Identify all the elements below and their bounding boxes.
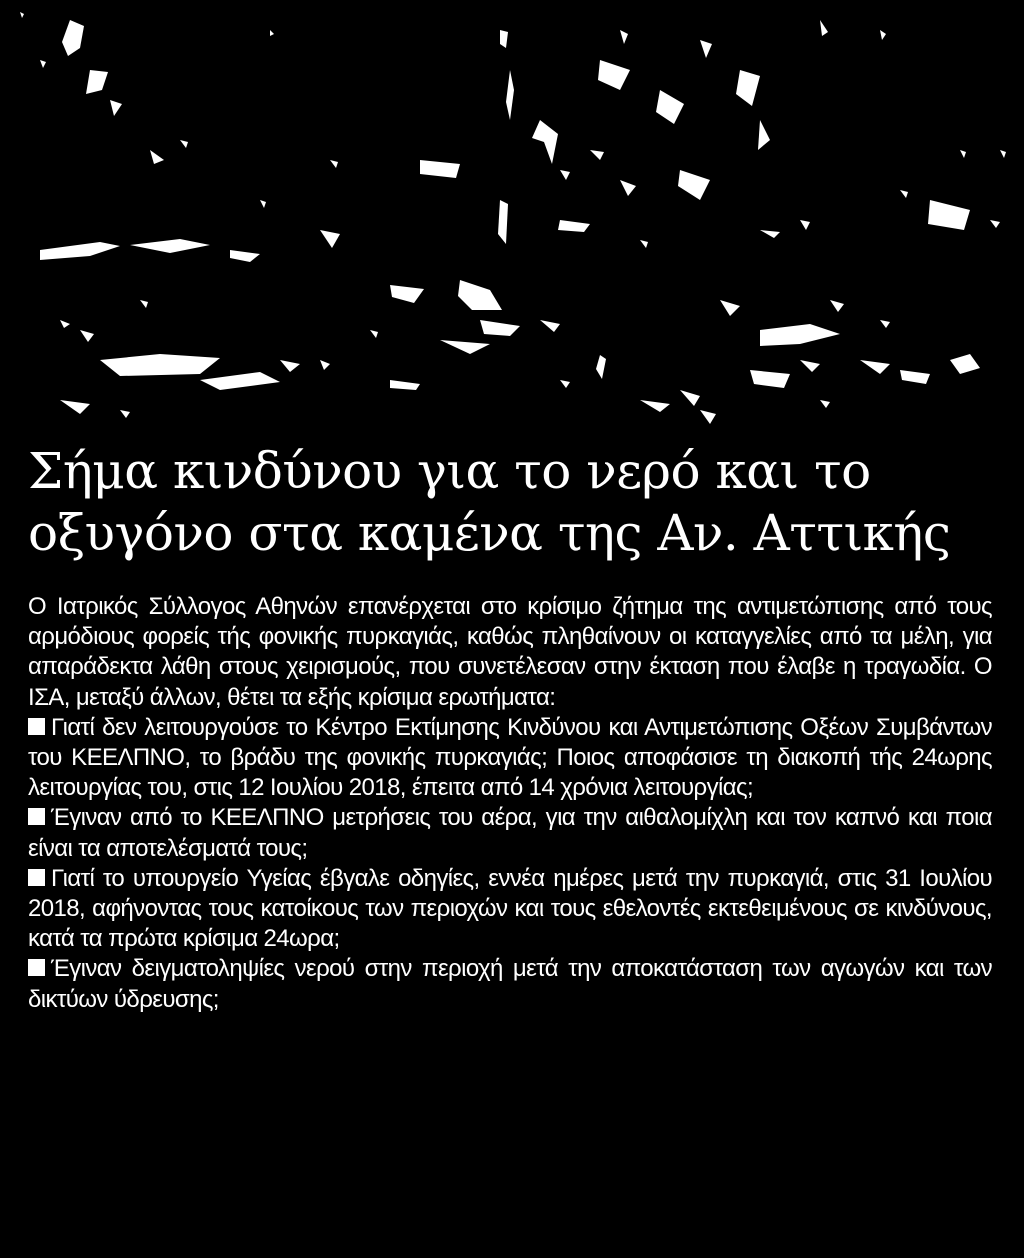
burned-area-photo-image: [0, 0, 1024, 430]
question-text: Έγιναν από το ΚΕΕΛΠΝΟ μετρήσεις του αέρα, για την αιθαλομίχλη και τον καπνό και ποια είναι τα αποτελέσματά τους;: [28, 804, 992, 862]
headline-line-1: Σήμα κινδύνου για το νερό και το: [28, 442, 871, 500]
question-text: Έγιναν δειγματοληψίες νερού στην περιοχή μετά την αποκατάσταση των αγωγών και των δικτύων ύδρευσης;: [28, 955, 992, 1013]
question-text: Γιατί το υπουργείο Υγείας έβγαλε οδηγίες, εννέα ημέρες μετά την πυρκαγιά, στις 31 Ιουλίου 2018, αφήνοντας τους κατοίκους των περιοχών και τους εθελοντές εκτεθειμένους σε κινδύνους, κατά τα πρώτα κρίσιμα 24ωρα;: [28, 864, 992, 953]
question-text: Γιατί δεν λειτουργούσε το Κέντρο Εκτίμησης Κινδύνου και Αντιμετώπισης Οξέων Συμβάντων του ΚΕΕΛΠΝΟ, το βράδυ της φονικής πυρκαγιάς; Ποιος αποφάσισε τη διακοπή τής 24ωρης λειτουργίας του, στις 12 Ιουλίου 2018, έπειτα από 14 χρόνια λειτουργίας;: [28, 713, 992, 802]
question-item: [28, 954, 992, 1014]
article-body: [28, 592, 992, 1015]
headline-line-2: οξυγόνο στα καμένα της Αν. Αττικής: [28, 504, 951, 562]
intro-paragraph: Ο Ιατρικός Σύλλογος Αθηνών επανέρχεται στο κρίσιμο ζήτημα της αντιμετώπισης από τους αρμόδιους φορείς τής φονικής πυρκαγιάς, καθώς πληθαίνουν οι καταγγελίες από τα μέλη, για απαράδεκτα λάθη στους χειρισμούς, που συνετέλεσαν στην έκταση που έλαβε η τραγωδία. Ο ΙΣΑ, μεταξύ άλλων, θέτει τα εξής κρίσιμα ερωτήματα:: [28, 593, 992, 711]
burned-area-photo: [0, 0, 1024, 430]
question-item: [28, 713, 992, 804]
question-item: [28, 864, 992, 955]
square-bullet-icon: [28, 959, 45, 976]
question-item: [28, 803, 992, 863]
headline: [28, 440, 1008, 564]
questions-list: [28, 713, 992, 1015]
square-bullet-icon: [28, 869, 45, 886]
square-bullet-icon: [28, 718, 45, 735]
square-bullet-icon: [28, 808, 45, 825]
